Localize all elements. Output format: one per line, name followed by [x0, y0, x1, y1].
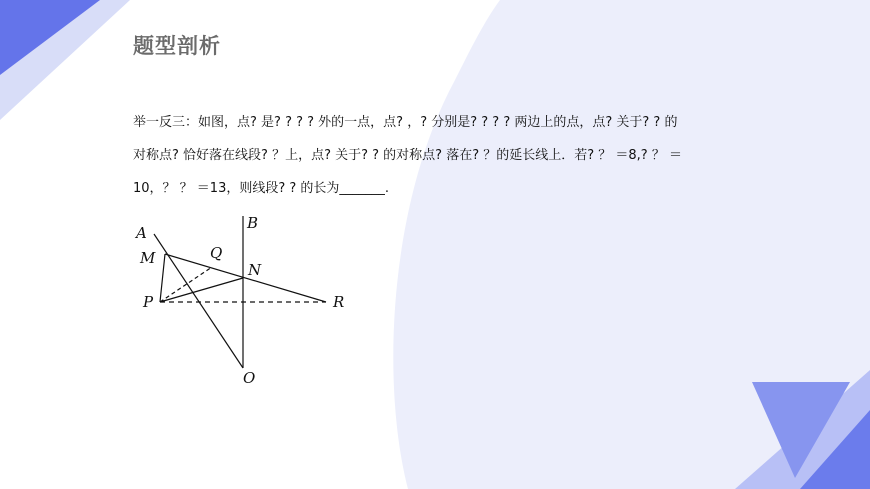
label-P: P: [143, 293, 154, 311]
problem-line-1: 举一反三：如图，点? 是? ? ? ? 外的一点，点? ，? 分别是? ? ? ? 两边上的点，点? 关于? ? 的: [133, 115, 678, 130]
problem-line-3: 10，？ ？ ＝13，则线段? ? 的长为_______.: [133, 181, 390, 196]
segment-MR: [165, 254, 326, 302]
label-O: O: [243, 369, 256, 387]
geometry-figure: [130, 212, 370, 392]
problem-line-2: 对称点? 恰好落在线段? ？上，点? 关于? ? 的对称点? 落在? ？的延长线上．若? ？ ＝8,? ？ ＝: [133, 148, 682, 163]
label-N: N: [248, 261, 262, 279]
label-B: B: [247, 214, 259, 232]
label-A: A: [136, 224, 147, 242]
label-M: M: [140, 249, 156, 267]
segment-PN: [160, 278, 243, 302]
segment-PQ-dashed: [160, 267, 212, 302]
label-Q: Q: [210, 244, 223, 262]
label-R: R: [333, 293, 345, 311]
segment-PM: [160, 254, 165, 302]
problem-text: [133, 106, 723, 205]
slide-title: 题型剖析: [133, 34, 221, 58]
